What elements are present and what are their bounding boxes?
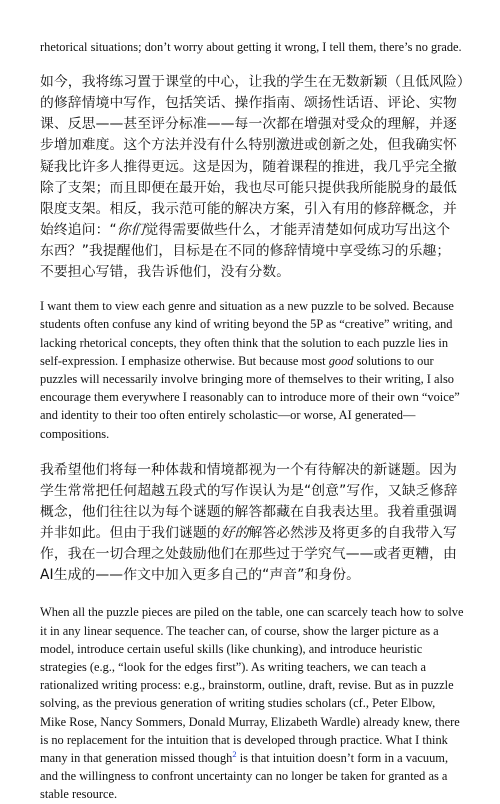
paragraph-english-2 [40,297,464,443]
paragraph-text: is that intuition doesn’t form in a vacuum, and the willingness to confront uncertainty can no longer be taken for granted as a stable resource. [40,750,449,802]
paragraph-text: 我希望他们将每一种体裁和情境都视为一个有待解决的新谜题。因为学生常常把任何超越五段式的写作误认为是“创意”写作，又缺乏修辞概念，他们往往以为每个谜题的解答都藏在自我表达里。我着重强调并非如此。但由于我们谜题的 [40,461,458,542]
italic-emphasis: 你们 [116,221,145,238]
paragraph-text: When all the puzzle pieces are piled on the table, one can scarcely teach how to solve it in any linear sequence. The teacher can, of course, show the larger picture as a model, introduce certain useful skills (like chunking), and introduce heuristic strategies (e.g., “look for the edges first”). As writing teachers, we can teach a rationalized writing process: e.g., brainstorm, outline, draft, revise. But as in puzzle solving, as the previous generation of writing studies scholars (cf., Peter Elbow, Mike Rose, Nancy Sommers, Donald Murray, Elizabeth Wardle) already knew, there is no replacement for the intuition that is developed through practice. What I think many in that generation missed though [40,605,464,765]
italic-emphasis: 好的 [220,525,249,542]
paragraph-text: solutions to our puzzles will necessarily involve bringing more of themselves to their writing, I also encourage them everywhere I reasonably can to introduce more of their own “voice” and identity to their too often entirely scholastic—or worse, AI generated—compositions. [40,353,460,441]
paragraph-text: 觉得需要做些什么，才能弄清楚如何成功写出这个东西？”我提醒他们，目标是在不同的修辞情境中享受练习的乐趣；不要担心写错，我告诉他们，没有分数。 [40,221,451,281]
footnote-link[interactable]: 2 [232,748,237,759]
paragraph-text: I want them to view each genre and situation as a new puzzle to be solved. Because students often confuse any kind of writing beyond the 5P as “creative” writing, and lacking rhetorical concepts, they often think that the solution to each puzzle lies in self-expression. I emphasize otherwise. But because most [40,299,454,368]
paragraph-chinese-2 [40,460,464,587]
paragraph-english-3 [40,603,464,803]
paragraph-text: 解答必然涉及将更多的自我带入写作，我在一切合理之处鼓励他们在那些过于学究气——或者更糟，由AI生成的——作文中加入更多自己的“声音”和身份。 [40,525,457,584]
paragraph-text: rhetorical situations; don’t worry about getting it wrong, I tell them, there’s no grade. [40,40,462,54]
document-page [40,38,464,804]
italic-emphasis: good [328,353,354,368]
paragraph-chinese-1 [40,72,464,283]
paragraph-text: 如今，我将练习置于课堂的中心，让我的学生在无数新颖（且低风险）的修辞情境中写作，包括笑话、操作指南、颂扬性话语、评论、实物课、反思——甚至评分标准——每一次都在增强对受众的理解，并逐步增加难度。这个方法并没有什么特别激进或创新之处，但我确实怀疑我比许多人推得更远。这是因为，随着课程的推进，我几乎完全撤除了支架；而且即便在最开始，我也尽可能只提供我所能脱身的最低限度支架。相反，我示范可能的解决方案，引入有用的修辞概念，并始终追问：“ [40,74,464,238]
paragraph-english-1 [40,38,464,56]
